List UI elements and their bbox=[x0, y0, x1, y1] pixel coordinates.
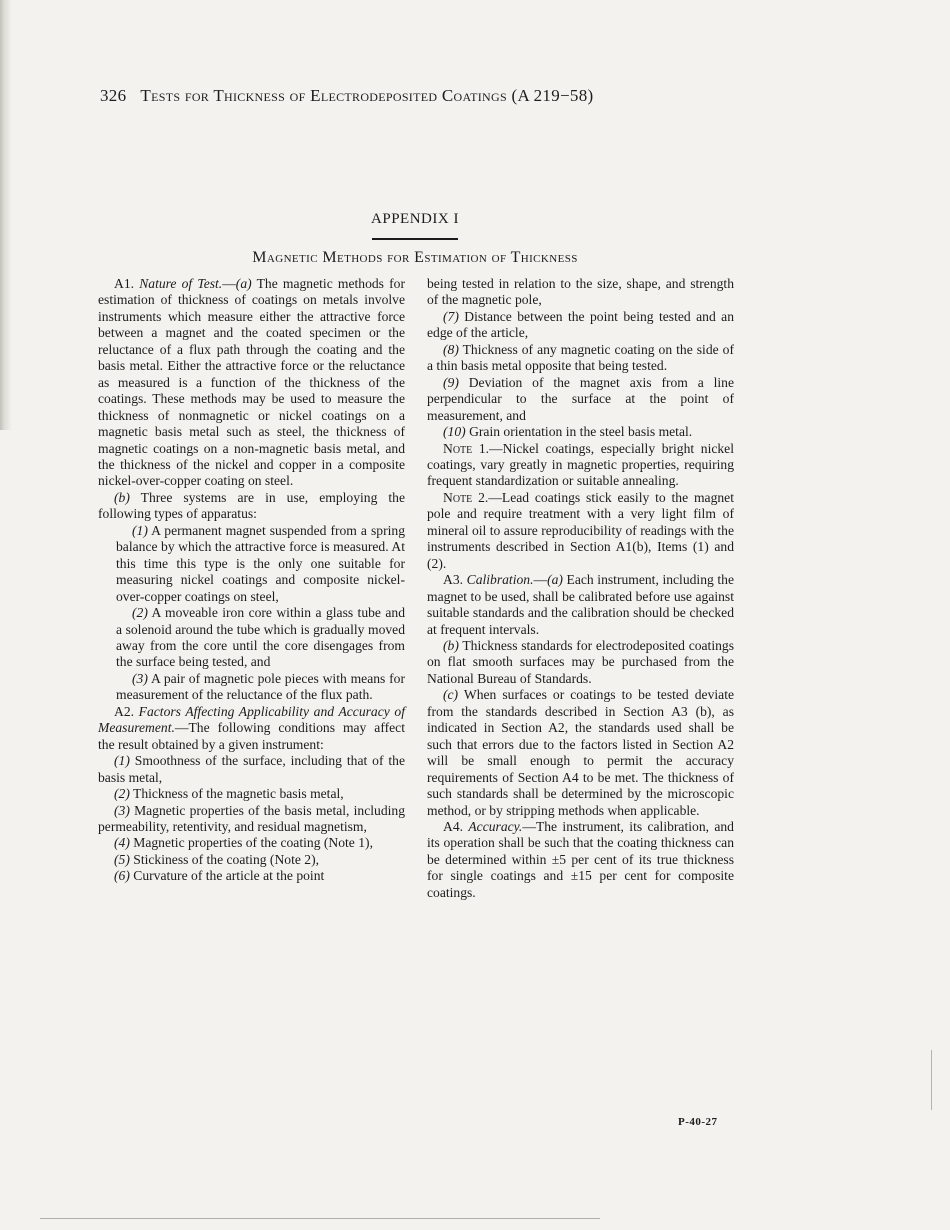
note2-label: Note 2. bbox=[443, 489, 489, 505]
factor-item bbox=[98, 786, 405, 802]
paragraph-a1: A1. Nature of Test.—(a) The magnetic methods for estimation of thickness of coatings on metals involve instruments which measure either the attractive force between a magnet and the coated specimen or the reluctance of a flux path through the coating and the basis metal. Either the attractive force or the reluctance as measured is a function of the thickness of the coatings. These methods may be used to measure the thickness of nonmagnetic or nickel coatings on a magnetic basis metal such as steel, the thickness of magnetic coatings on a non-magnetic basis metal, and the thickness of the nickel and copper in a composite nickel-over-copper coating on steel. bbox=[98, 276, 405, 489]
factor-number: (10) bbox=[443, 424, 466, 440]
running-head bbox=[100, 86, 800, 106]
factor-number: (5) bbox=[114, 851, 130, 867]
factor-text: Deviation of the magnet axis from a line perpendicular to the surface at the point of measurement, and bbox=[427, 374, 734, 423]
note1-label: Note 1. bbox=[443, 440, 490, 456]
factor-number: (6) bbox=[114, 868, 130, 884]
paragraph-a3: A3. Calibration.—(a) Each instrument, including the magnet to be used, shall be calibrated before use against suitable standards and the calibration should be checked at frequent intervals. bbox=[427, 572, 734, 637]
a3c-label: (c) bbox=[443, 687, 459, 703]
a1-heading: Nature of Test. bbox=[139, 276, 223, 291]
apparatus-item bbox=[98, 671, 405, 704]
paragraph-a2: A2. Factors Affecting Applicability and Accuracy of Measurement.—The following conditions may affect the result obtained by a given instrument: bbox=[98, 703, 405, 752]
factor-text: Distance between the point being tested and an edge of the article, bbox=[427, 308, 734, 341]
paragraph-a1b bbox=[98, 490, 405, 523]
item-text: A permanent magnet suspended from a spring balance by which the attractive force is measured. At this time this type is the only one suitable for measuring nickel coatings and composite nickel-over-copper coatings on steel, bbox=[116, 522, 405, 604]
title-rule bbox=[372, 238, 458, 240]
factor-item bbox=[98, 835, 405, 851]
factor-item bbox=[427, 342, 734, 375]
right-column bbox=[427, 276, 734, 901]
factor-number: (9) bbox=[443, 374, 459, 390]
item-number: (3) bbox=[132, 670, 148, 686]
apparatus-item bbox=[98, 523, 405, 605]
factor-text: Grain orientation in the steel basis metal. bbox=[469, 424, 693, 440]
paragraph-a3b bbox=[427, 638, 734, 687]
scan-artifact-bottom-line bbox=[40, 1218, 600, 1219]
page-number: 326 bbox=[100, 86, 127, 105]
a3b-text: Thickness standards for electrodeposited coatings on flat smooth surfaces may be purchased from the National Bureau of Standards. bbox=[427, 637, 734, 686]
item-text: A pair of magnetic pole pieces with means for measurement of the reluctance of the flux path. bbox=[116, 670, 405, 703]
note1-text: Nickel coatings, especially bright nickel coatings, vary greatly in magnetic properties, requiring frequent standardization or suitable annealing. bbox=[427, 440, 734, 489]
apparatus-item bbox=[98, 605, 405, 671]
section-title: Magnetic Methods for Estimation of Thickness bbox=[252, 249, 578, 266]
a4-heading: Accuracy. bbox=[468, 818, 523, 834]
item-number: (2) bbox=[132, 605, 148, 621]
factor-text: Magnetic properties of the basis metal, including permeability, retentivity, and residual magnetism, bbox=[98, 802, 405, 834]
note-1: Note 1.—Nickel coatings, especially bright nickel coatings, vary greatly in magnetic properties, requiring frequent standardization or suitable annealing. bbox=[427, 440, 734, 489]
paragraph-a3c bbox=[427, 687, 734, 819]
a3c-text: When surfaces or coatings to be tested deviate from the standards described in Section A3 (b), as indicated in Section A2, the standards used shall be such that errors due to the factors listed in Section A2 will be small enough to permit the accuracy requirements of Section A4 to be met. The thickness of such standards shall be determined by the microscopic method, or by stripping methods when applicable. bbox=[427, 687, 734, 818]
factor-item bbox=[98, 868, 405, 884]
a2-heading: Factors Affecting Applicability and Accuracy of Measurement. bbox=[98, 703, 405, 736]
item-text: A moveable iron core within a glass tube and a solenoid around the tube which is gradually moved away from the core until the core disengages from the surface being tested, and bbox=[116, 605, 405, 670]
factor-item bbox=[98, 803, 405, 836]
appendix-title: APPENDIX I bbox=[371, 211, 459, 227]
factor-text: Smoothness of the surface, including that of the basis metal, bbox=[98, 753, 405, 785]
a4-label: A4. bbox=[443, 818, 464, 834]
a3-label: A3. bbox=[443, 572, 464, 588]
a3b-label: (b) bbox=[443, 637, 459, 653]
a1-subpart: (a) bbox=[235, 276, 252, 291]
left-column bbox=[98, 276, 405, 885]
factor-number: (1) bbox=[114, 753, 130, 769]
note2-text: Lead coatings stick easily to the magnet pole and require treatment with a very light film of mineral oil to assure reproducibility of readings with the instruments described in Section A1(b), Items (1) and (2). bbox=[427, 489, 734, 571]
factor-text: Magnetic properties of the coating (Note 1), bbox=[133, 835, 373, 851]
factor-text: Thickness of the magnetic basis metal, bbox=[133, 786, 344, 802]
factor-text: Thickness of any magnetic coating on the side of a thin basis metal opposite that being tested. bbox=[427, 341, 734, 374]
factor-item bbox=[427, 375, 734, 424]
a3-subpart: (a) bbox=[547, 572, 563, 588]
a1-label: A1. bbox=[114, 276, 135, 291]
a2-label: A2. bbox=[114, 703, 135, 719]
factor-continuation: being tested in relation to the size, shape, and strength of the magnetic pole, bbox=[427, 276, 734, 308]
scan-artifact-line bbox=[931, 1050, 932, 1110]
a1-text: The magnetic methods for estimation of thickness of coatings on metals involve instruments which measure either the attractive force between a magnet and the coated specimen or the reluctance of a flux path through the coating and the basis metal. Either the attractive force or the reluctance as measured is a function of the thickness of the coatings. These methods may be used to measure the thickness of nonmagnetic or nickel coatings on a magnetic basis metal such as steel, the thickness of magnetic coatings on a non-magnetic basis metal, and the thickness of the nickel and copper in a composite nickel-over-copper coating on steel. bbox=[98, 276, 405, 489]
running-title: Tests for Thickness of Electrodeposited Coatings (A 219−58) bbox=[140, 86, 594, 105]
footer-code: P-40-27 bbox=[678, 1116, 718, 1128]
factor-text: Stickiness of the coating (Note 2), bbox=[133, 851, 320, 867]
b-text: Three systems are in use, employing the following types of apparatus: bbox=[98, 489, 406, 522]
factor-number: (4) bbox=[114, 835, 130, 851]
note-2: Note 2.—Lead coatings stick easily to the magnet pole and require treatment with a very light film of mineral oil to assure reproducibility of readings with the instruments described in Section A1(b), Items (1) and (2). bbox=[427, 489, 734, 571]
factor-item bbox=[427, 424, 734, 440]
factor-number: (7) bbox=[443, 308, 459, 324]
paragraph-a4: A4. Accuracy.—The instrument, its calibration, and its operation shall be such that the coating thickness can be determined within ±5 per cent of its true thickness for single coatings and ±15 per cent for composite coatings. bbox=[427, 818, 734, 900]
factor-item bbox=[427, 309, 734, 342]
a4-text: The instrument, its calibration, and its operation shall be such that the coating thickness can be determined within ±5 per cent of its true thickness for single coatings and ±15 per cent for composite coatings. bbox=[427, 818, 734, 900]
factor-text: Curvature of the article at the point bbox=[133, 868, 325, 884]
a2-text: The following conditions may affect the result obtained by a given instrument: bbox=[98, 720, 405, 752]
a3-text: Each instrument, including the magnet to be used, shall be calibrated before use against suitable standards and the calibration should be checked at frequent intervals. bbox=[427, 572, 734, 637]
factor-item bbox=[98, 753, 405, 786]
factor-item bbox=[98, 852, 405, 868]
factor-number: (2) bbox=[114, 786, 130, 802]
a3-heading: Calibration. bbox=[466, 572, 534, 588]
factor-number: (8) bbox=[443, 341, 459, 357]
b-label: (b) bbox=[114, 489, 130, 505]
item-number: (1) bbox=[132, 522, 148, 538]
factor-number: (3) bbox=[114, 802, 130, 818]
